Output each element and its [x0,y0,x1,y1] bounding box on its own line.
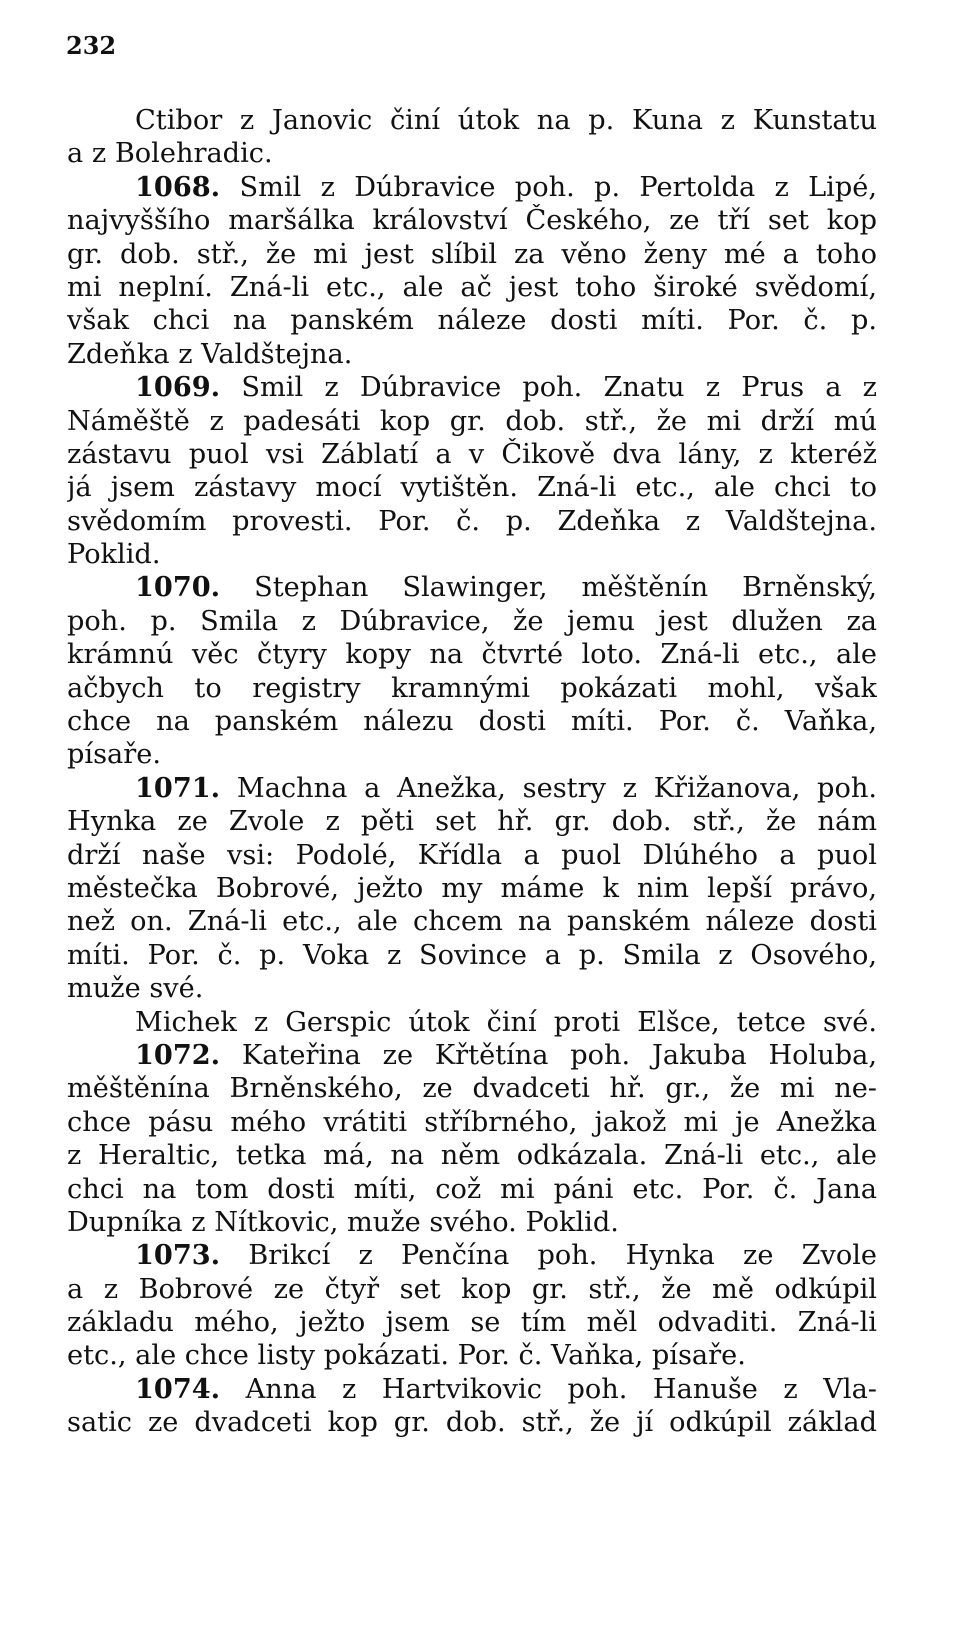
line-text: mi neplní. Zná-li etc., ale ač jest toho široké svědomí, [67,271,877,303]
entry-number: 1073. [135,1239,221,1272]
line-text: poh. p. Smila z Dúbravice, že jemu jest dlužen za [67,605,877,637]
line-text: gr. dob. stř., že mi jest slíbil za věno ženy mé a toho [67,238,877,270]
line-text: satic ze dvadceti kop gr. dob. stř., že jí odkúpil základ [67,1407,877,1439]
line-text: chce na panském nálezu dosti míti. Por. č. Vaňka, [67,706,877,738]
text-line [67,1072,877,1105]
line-text: Smil z Dúbravice poh. Znatu z Prus a z [220,372,877,404]
line-text: Kateřina ze Křtětína poh. Jakuba Holuba, [220,1039,877,1071]
text-line [67,471,877,504]
line-text: já jsem zástavy mocí vytištěn. Zná-li etc., ale chci to [67,472,877,504]
text-line [67,571,877,604]
entry-number: 1072. [135,1038,221,1071]
line-text: Stephan Slawinger, měštěnín Brněnský, [220,572,877,604]
text-line [67,104,877,137]
text-line [67,772,877,805]
line-text: Dupníka z Nítkovic, muže svého. Poklid. [67,1206,619,1238]
text-line [67,304,877,337]
line-text: muže své. [67,973,204,1005]
line-text: drží naše vsi: Podolé, Křídla a puol Dlúhého a puol [67,839,877,871]
line-text: Smil z Dúbravice poh. p. Pertolda z Lipé, [220,171,877,203]
line-text: chci na tom dosti míti, což mi páni etc. Por. č. Jana [67,1173,877,1205]
line-text: svědomím provesti. Por. č. p. Zdeňka z Valdštejna. [67,505,877,537]
line-text: míti. Por. č. p. Voka z Sovince a p. Smila z Osového, [67,939,877,971]
text-line [67,839,877,872]
text-line [67,672,877,705]
line-text: než on. Zná-li etc., ale chcem na panském náleze dosti [67,906,877,938]
text-line [67,1006,877,1039]
text-line [67,1306,877,1339]
text-line [67,1139,877,1172]
line-text: písaře. [67,739,161,771]
text-line [67,538,877,571]
line-text: však chci na panském náleze dosti míti. Por. č. p. [67,305,877,337]
text-line [67,738,877,771]
line-text: Zdeňka z Valdštejna. [67,338,353,370]
text-line [67,1239,877,1272]
text-line [67,1173,877,1206]
text-line [67,638,877,671]
line-text: krámnú věc čtyry kopy na čtvrté loto. Zná-li etc., ale [67,639,877,671]
text-line [67,371,877,404]
line-text: Anna z Hartvikovic poh. Hanuše z Vla- [220,1373,877,1405]
text-body [67,104,877,1440]
line-text: Michek z Gerspic útok činí proti Elšce, tetce své. [135,1006,877,1038]
line-text: Náměště z padesáti kop gr. dob. stř., že mi drží mú [67,405,877,437]
text-line [67,1039,877,1072]
page-number: 232 [66,31,117,60]
line-text: a z Bobrové ze čtyř set kop gr. stř., že mě odkúpil [67,1273,877,1305]
line-text: základu mého, ježto jsem se tím měl odvaditi. Zná-li [67,1307,877,1339]
line-text: najvyššího maršálka království Českého, ze tří set kop [67,205,877,237]
text-line [67,905,877,938]
text-line [67,1373,877,1406]
line-text: z Heraltic, tetka má, na něm odkázala. Zná-li etc., ale [67,1140,877,1172]
entry-number: 1068. [135,170,221,203]
line-text: Poklid. [67,539,161,571]
line-text: Machna a Anežka, sestry z Křižanova, poh. [220,772,877,804]
line-text: chce pásu mého vrátiti stříbrného, jakož mi je Anežka [67,1106,877,1138]
line-text: Ctibor z Janovic činí útok na p. Kuna z Kunstatu [135,105,877,136]
line-text: Brikcí z Penčína poh. Hynka ze Zvole [220,1240,877,1272]
text-line [67,204,877,237]
text-line [67,238,877,271]
text-line [67,972,877,1005]
entry-number: 1074. [135,1372,221,1405]
text-line [67,338,877,371]
text-line [67,137,877,170]
line-text: městečka Bobrové, ježto my máme k nim lepší právo, [67,872,877,904]
text-line [67,271,877,304]
line-text: Hynka ze Zvole z pěti set hř. gr. dob. stř., že nám [67,806,877,838]
text-line [67,1106,877,1139]
text-line [67,171,877,204]
text-line [67,705,877,738]
line-text: zástavu puol vsi Záblatí a v Čikově dva lány, z kteréž [67,438,877,470]
line-text: měštěnína Brněnského, ze dvadceti hř. gr., že mi ne- [67,1073,877,1105]
text-line [67,1273,877,1306]
entry-number: 1070. [135,571,221,604]
line-text: a z Bolehradic. [67,138,273,170]
text-line [67,1406,877,1439]
text-line [67,1206,877,1239]
entry-number: 1071. [135,771,221,804]
line-text: ačbych to registry kramnými pokázati mohl, však [67,672,877,704]
line-text: etc., ale chce listy pokázati. Por. č. Vaňka, písaře. [67,1340,746,1372]
text-line [67,939,877,972]
entry-number: 1069. [135,371,221,404]
text-line [67,1339,877,1372]
text-line [67,805,877,838]
text-line [67,605,877,638]
text-line [67,872,877,905]
text-line [67,438,877,471]
text-line [67,505,877,538]
text-line [67,405,877,438]
